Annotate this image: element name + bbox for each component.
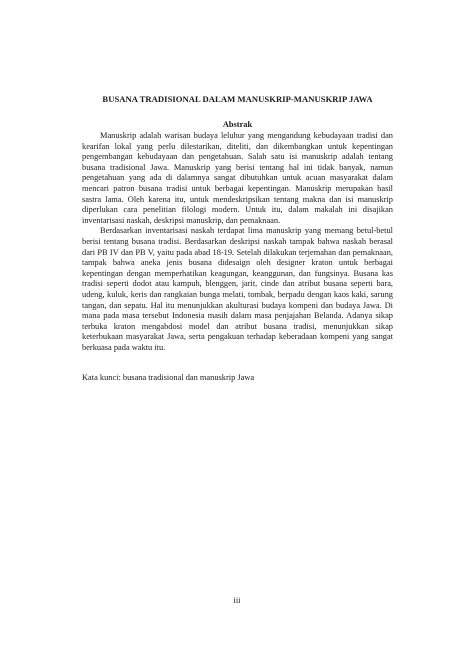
abstract-paragraph-2: Berdasarkan inventarisasi naskah terdapat lima manuskrip yang memang betul-betul berisi tentang busana tradisi. Berdasarkan deskripsi naskah tampak bahwa naskah berasal dari PB IV dan PB V, yaitu pada abad 18-19. Setelah dilakukan terjemahan dan pemaknaan, tampak bahwa aneka jenis busana didesaign oleh designer kraton untuk berbagai kepentingan dengan memperhatikan keagungan, keanggunan, dan fungsinya. Busana kas tradisi seperti dodot atau kampuh, blenggen, jarit, cinde dan atribut busana seperti bara, udeng, kuluk, keris dan rangkaian bunga melati, tombak, berpadu dengan kaos kaki, sarung tangan, dan sepatu. Hal itu menunjukkan akulturasi budaya kompeni dan budaya Jawa. Di mana pada masa tersebut Indonesia masih dalam masa penjajahan Belanda. Adanya sikap terbuka kraton mengabdosi model dan atribut busana tradisi, menunjukkan sikap keterbukaan masyarakat Jawa, serta pengakuan terhadap keberadaan kompeni yang sangat berkuasa pada waktu itu. bbox=[82, 226, 393, 352]
abstract-paragraph-1: Manuskrip adalah warisan budaya leluhur yang mengandung kebudayaan tradisi dan kearifan lokal yang perlu dilestarikan, diteliti, dan dikembangkan untuk kepentingan pengembangan kebudayaan dan pengetahuan. Salah satu isi manuskrip adalah tentang busana tradisional Jawa. Manuskrip yang berisi tentang hal ini tidak banyak, namun pengetahuan yang ada di dalamnya sangat dibutuhkan untuk acuan masyarakat dalam mencari patron busana tradisi untuk berbagai kepentingan. Manuskrip merupakan hasil sastra lama. Oleh karena itu, untuk mendeskripsikan tentang makna dan isi manuskrip diperlukan cara penelitian filologi modern. Untuk itu, dalam makalah ini disajikan inventarisasi naskah, deskripsi manuskrip, dan pemaknaan. bbox=[82, 131, 393, 225]
page-content bbox=[82, 94, 393, 384]
keywords-line: Kata kunci: busana tradisional dan manuskrip Jawa bbox=[82, 373, 255, 383]
page-number: iii bbox=[233, 596, 241, 605]
abstract-heading: Abstrak bbox=[222, 120, 253, 129]
paper-title: BUSANA TRADISIONAL DALAM MANUSKRIP-MANUSKRIP JAWA bbox=[102, 94, 373, 104]
